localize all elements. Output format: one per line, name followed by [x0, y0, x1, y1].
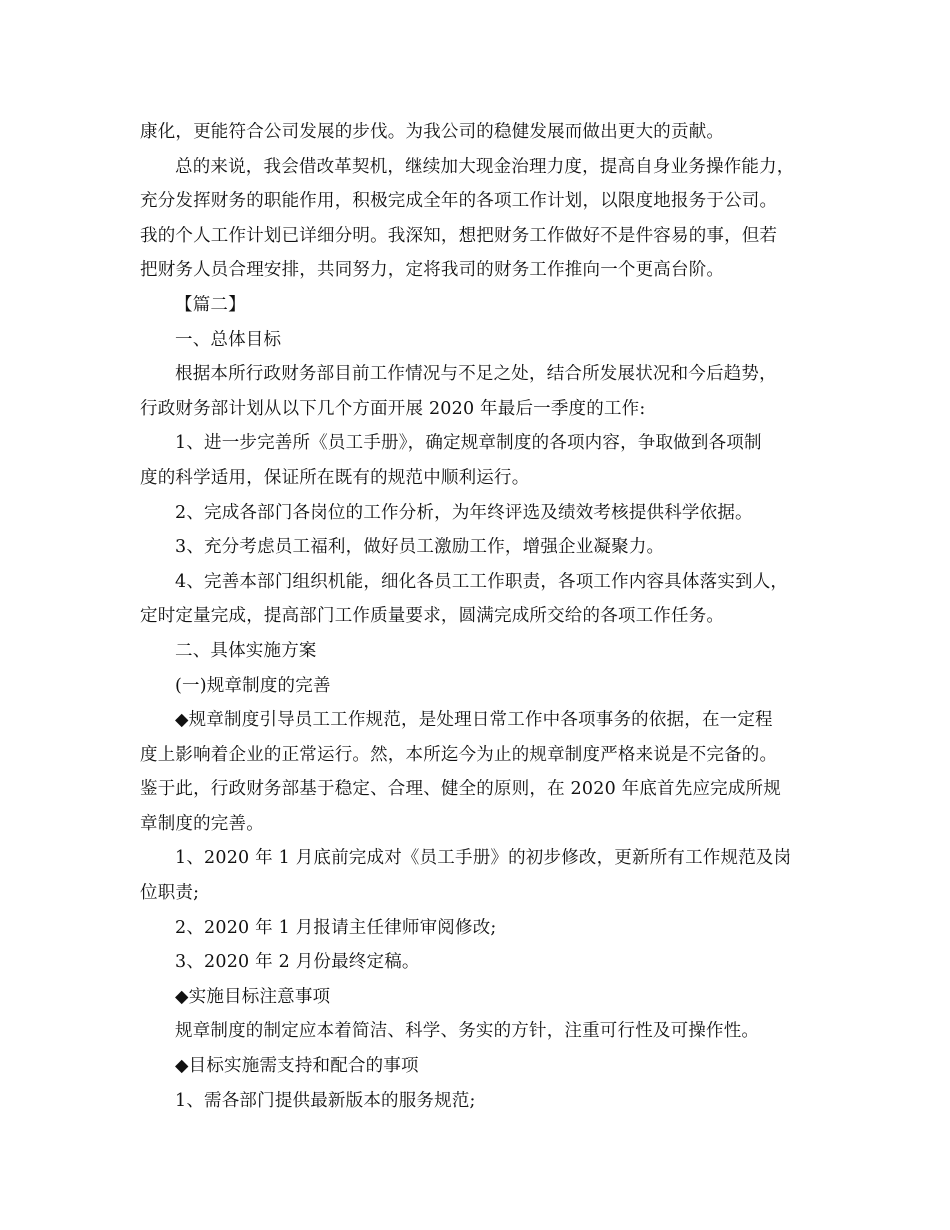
text-line: 1、进一步完善所《员工手册》，确定规章制度的各项内容，争取做到各项制	[175, 433, 762, 454]
text-line: 二、具体实施方案	[175, 640, 317, 661]
text-line: 【篇二】	[175, 294, 246, 315]
text-line: 总的来说，我会借改革契机，继续加大现金治理力度，提高自身业务操作能力，	[175, 156, 795, 177]
text-line: 规章制度的制定应本着简洁、科学、务实的方针，注重可行性及可操作性。	[175, 1021, 760, 1042]
text-line: ◆实施目标注意事项	[175, 986, 331, 1007]
document-body	[140, 115, 812, 1118]
text-line: 我的个人工作计划已详细分明。我深知，想把财务工作做好不是件容易的事，但若	[140, 225, 778, 246]
text-line: 位职责;	[140, 883, 200, 904]
text-line: ◆规章制度引导员工工作规范，是处理日常工作中各项事务的依据，在一定程	[175, 710, 773, 731]
text-line: 鉴于此，行政财务部基于稳定、合理、健全的原则，在 2020 年底首先应完成所规	[140, 779, 781, 800]
text-line: 根据本所行政财务部目前工作情况与不足之处，结合所发展状况和今后趋势，	[175, 364, 777, 385]
text-line: 度上影响着企业的正常运行。然，本所迄今为止的规章制度严格来说是不完备的。	[140, 744, 778, 765]
text-line: 3、2020 年 2 月份最终定稿。	[175, 952, 420, 973]
text-line: 定时定量完成，提高部门工作质量要求，圆满完成所交给的各项工作任务。	[140, 606, 725, 627]
text-line: 1、需各部门提供最新版本的服务规范;	[175, 1090, 476, 1111]
text-line: 度的科学适用，保证所在既有的规范中顺利运行。	[140, 467, 530, 488]
text-line: 2、2020 年 1 月报请主任律师审阅修改;	[175, 917, 497, 938]
text-line: ◆目标实施需支持和配合的事项	[175, 1056, 419, 1077]
text-line: 2、完成各部门各岗位的工作分析，为年终评选及绩效考核提供科学依据。	[175, 502, 753, 523]
text-line: 一、总体目标	[175, 329, 282, 350]
text-line: 3、充分考虑员工福利，做好员工激励工作，增强企业凝聚力。	[175, 537, 665, 558]
text-line: 充分发挥财务的职能作用，积极完成全年的各项工作计划，以限度地报务于公司。	[140, 191, 778, 212]
text-line: 行政财务部计划从以下几个方面开展 2020 年最后一季度的工作:	[140, 398, 646, 419]
text-line: (一)规章制度的完善	[175, 675, 331, 696]
text-line: 康化，更能符合公司发展的步伐。为我公司的稳健发展而做出更大的贡献。	[140, 122, 725, 142]
text-line: 4、完善本部门组织机能，细化各员工工作职责，各项工作内容具体落实到人，	[175, 571, 789, 592]
text-line: 章制度的完善。	[140, 813, 264, 834]
text-line: 把财务人员合理安排，共同努力，定将我司的财务工作推向一个更高台阶。	[140, 260, 725, 281]
text-line: 1、2020 年 1 月底前完成对《员工手册》的初步修改，更新所有工作规范及岗	[175, 848, 792, 869]
